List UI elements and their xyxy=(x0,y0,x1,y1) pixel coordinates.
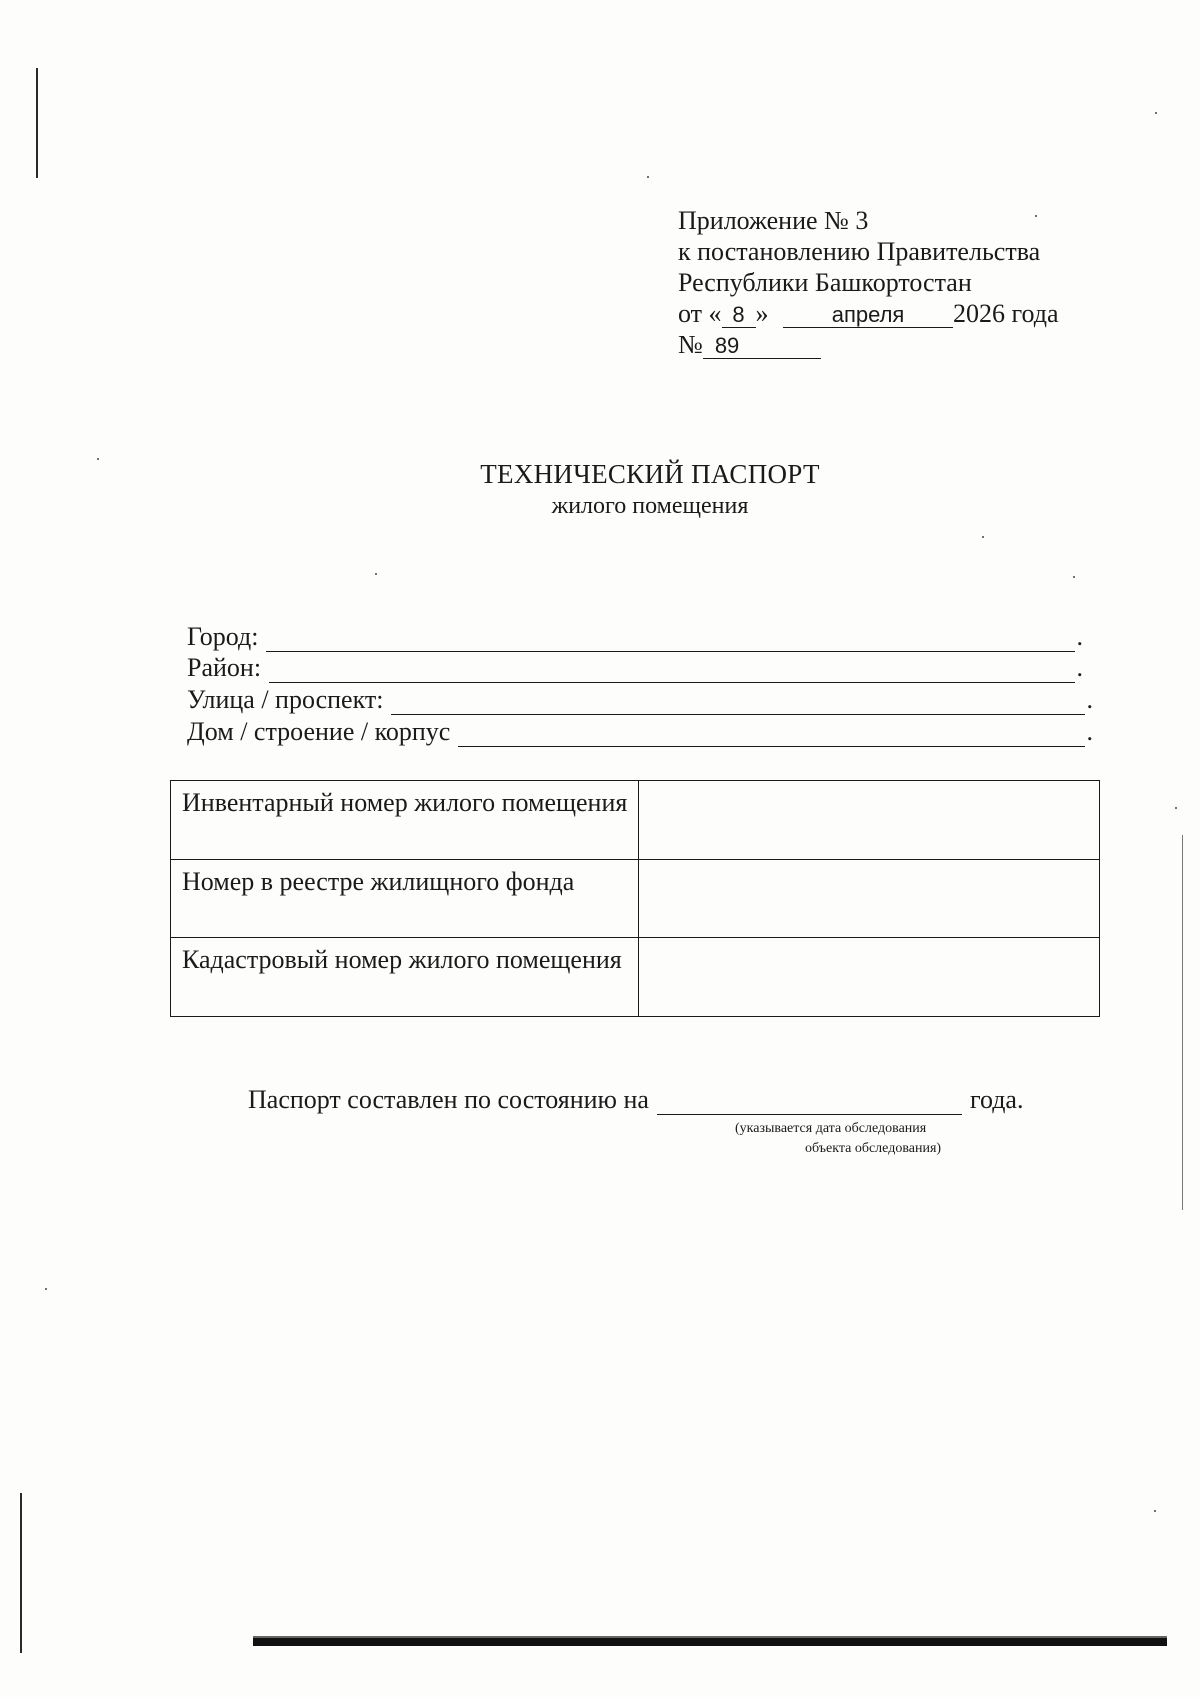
address-dot: . xyxy=(1086,685,1093,714)
cadastral-number-label: Кадастровый номер жилого помещения xyxy=(171,938,639,1017)
approval-line-3: Республики Башкортостан xyxy=(678,268,972,297)
approval-number-prefix: № xyxy=(678,330,703,359)
table-row xyxy=(171,860,1100,938)
address-label-street: Улица / проспект: xyxy=(187,685,384,714)
scan-speck xyxy=(1155,112,1157,114)
address-line-city xyxy=(187,620,1083,652)
scan-bottom-bar xyxy=(253,1636,1167,1646)
approval-date-prefix: от « xyxy=(678,299,722,328)
document-title: ТЕХНИЧЕСКИЙ ПАСПОРТ xyxy=(480,459,820,489)
registry-number-label: Номер в реестре жилищного фонда xyxy=(171,860,639,938)
scan-speck xyxy=(647,176,649,178)
note-line-1: (указывается дата обследования xyxy=(735,1121,927,1136)
passport-date-note xyxy=(735,1119,1035,1159)
approval-day: 8 xyxy=(722,303,756,328)
address-line-house xyxy=(187,715,1093,747)
approval-date-line xyxy=(678,298,1098,329)
inventory-number-label: Инвентарный номер жилого помещения xyxy=(171,781,639,860)
approval-number-line xyxy=(678,329,1098,360)
approval-month: апреля xyxy=(783,303,953,328)
cadastral-number-field[interactable] xyxy=(639,938,1100,1017)
document-subtitle: жилого помещения xyxy=(551,493,749,519)
table-row xyxy=(171,938,1100,1017)
district-field[interactable] xyxy=(269,658,1074,683)
city-field[interactable] xyxy=(266,627,1074,652)
passport-date-line xyxy=(248,1085,1023,1115)
address-line-district xyxy=(187,651,1083,683)
passport-date-prefix: Паспорт составлен по состоянию на xyxy=(248,1085,649,1114)
scan-speck xyxy=(1175,807,1177,809)
address-label-district: Район: xyxy=(187,653,262,682)
info-table xyxy=(170,780,1100,1017)
address-dot: . xyxy=(1076,622,1083,651)
scan-speck xyxy=(375,573,377,575)
scan-edge-line-right xyxy=(1182,835,1183,1210)
note-line-2: объекта обследования) xyxy=(805,1141,942,1156)
approval-day-close: » xyxy=(755,299,769,328)
scan-speck xyxy=(97,458,99,460)
scan-speck xyxy=(1154,1510,1156,1512)
registry-number-field[interactable] xyxy=(639,860,1100,938)
approval-year: 2026 года xyxy=(953,299,1059,328)
house-field[interactable] xyxy=(458,722,1084,747)
scan-speck xyxy=(982,536,984,538)
address-block xyxy=(187,620,1092,760)
address-label-house: Дом / строение / корпус xyxy=(187,717,451,746)
approval-block xyxy=(678,205,1098,360)
passport-date-field[interactable] xyxy=(657,1092,962,1115)
address-label-city: Город: xyxy=(187,622,259,651)
approval-line-1: Приложение № 3 xyxy=(678,206,869,235)
passport-date-suffix: года. xyxy=(969,1085,1024,1114)
scan-edge-line-left-top xyxy=(36,68,38,178)
street-field[interactable] xyxy=(391,690,1084,715)
scan-speck xyxy=(45,1288,47,1290)
approval-line-2: к постановлению Правительства xyxy=(678,237,1041,266)
scan-edge-line-left-bottom xyxy=(20,1493,22,1653)
scan-speck xyxy=(1073,576,1075,578)
address-dot: . xyxy=(1076,653,1083,682)
table-row xyxy=(171,781,1100,860)
address-line-street xyxy=(187,683,1093,715)
inventory-number-field[interactable] xyxy=(639,781,1100,860)
address-dot: . xyxy=(1086,717,1093,746)
approval-number: 89 xyxy=(703,334,821,359)
